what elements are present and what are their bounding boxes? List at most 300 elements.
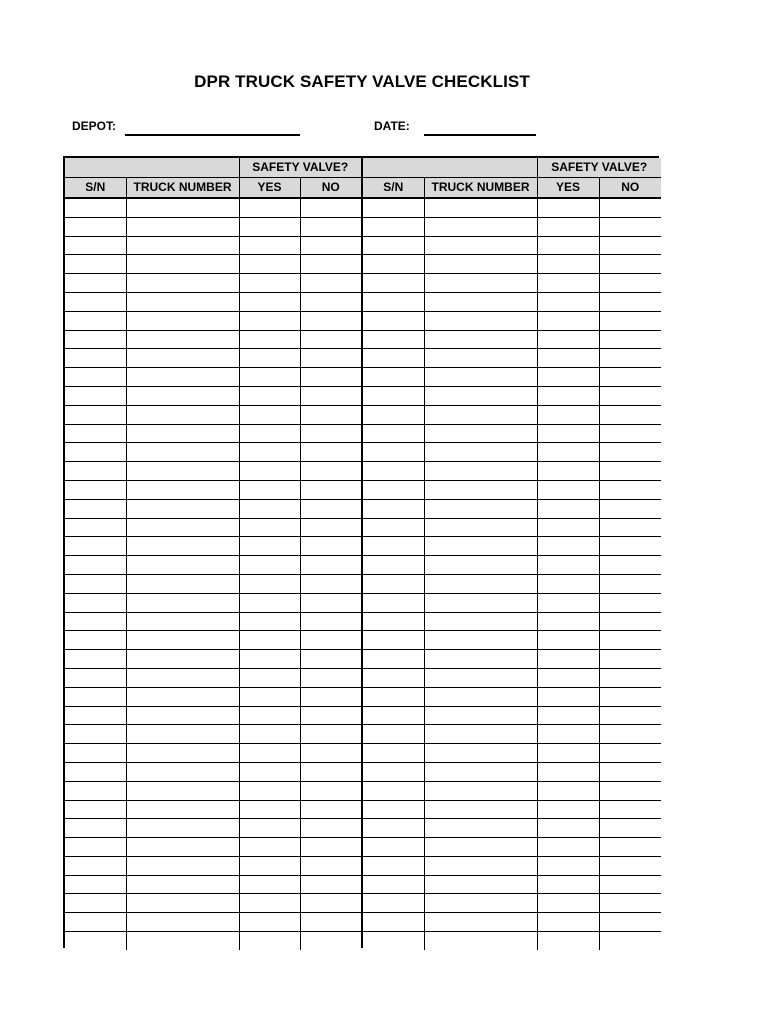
truck-number-cell[interactable] <box>424 424 537 443</box>
truck-number-cell[interactable] <box>424 913 537 932</box>
sn-cell[interactable] <box>363 311 424 330</box>
truck-number-cell[interactable] <box>126 443 239 462</box>
truck-number-cell[interactable] <box>126 349 239 368</box>
no-cell[interactable] <box>599 443 661 462</box>
no-cell[interactable] <box>599 762 661 781</box>
sn-cell[interactable] <box>65 574 126 593</box>
truck-number-cell[interactable] <box>424 236 537 255</box>
yes-cell[interactable] <box>537 311 599 330</box>
truck-number-cell[interactable] <box>424 292 537 311</box>
truck-number-cell[interactable] <box>424 650 537 669</box>
yes-cell[interactable] <box>239 894 300 913</box>
no-cell[interactable] <box>599 537 661 556</box>
yes-cell[interactable] <box>239 386 300 405</box>
no-cell[interactable] <box>300 687 361 706</box>
yes-cell[interactable] <box>239 706 300 725</box>
yes-cell[interactable] <box>239 311 300 330</box>
sn-cell[interactable] <box>65 518 126 537</box>
yes-cell[interactable] <box>239 819 300 838</box>
no-cell[interactable] <box>599 706 661 725</box>
truck-number-cell[interactable] <box>424 499 537 518</box>
yes-cell[interactable] <box>537 386 599 405</box>
sn-cell[interactable] <box>65 424 126 443</box>
truck-number-cell[interactable] <box>424 274 537 293</box>
no-cell[interactable] <box>300 198 361 217</box>
sn-cell[interactable] <box>65 499 126 518</box>
sn-cell[interactable] <box>363 612 424 631</box>
sn-cell[interactable] <box>363 687 424 706</box>
truck-number-cell[interactable] <box>126 217 239 236</box>
sn-cell[interactable] <box>363 386 424 405</box>
sn-cell[interactable] <box>65 462 126 481</box>
no-cell[interactable] <box>300 217 361 236</box>
yes-cell[interactable] <box>239 687 300 706</box>
no-cell[interactable] <box>599 311 661 330</box>
truck-number-cell[interactable] <box>126 499 239 518</box>
yes-cell[interactable] <box>537 499 599 518</box>
sn-cell[interactable] <box>363 424 424 443</box>
truck-number-cell[interactable] <box>126 386 239 405</box>
no-cell[interactable] <box>300 593 361 612</box>
sn-cell[interactable] <box>65 762 126 781</box>
sn-cell[interactable] <box>363 894 424 913</box>
sn-cell[interactable] <box>363 518 424 537</box>
no-cell[interactable] <box>300 537 361 556</box>
sn-cell[interactable] <box>65 913 126 932</box>
sn-cell[interactable] <box>363 913 424 932</box>
sn-cell[interactable] <box>65 612 126 631</box>
no-cell[interactable] <box>300 518 361 537</box>
no-cell[interactable] <box>599 424 661 443</box>
truck-number-cell[interactable] <box>424 518 537 537</box>
yes-cell[interactable] <box>239 574 300 593</box>
yes-cell[interactable] <box>537 762 599 781</box>
sn-cell[interactable] <box>363 574 424 593</box>
yes-cell[interactable] <box>239 292 300 311</box>
sn-cell[interactable] <box>65 650 126 669</box>
yes-cell[interactable] <box>537 612 599 631</box>
yes-cell[interactable] <box>537 668 599 687</box>
no-cell[interactable] <box>300 255 361 274</box>
sn-cell[interactable] <box>363 856 424 875</box>
sn-cell[interactable] <box>65 932 126 950</box>
truck-number-cell[interactable] <box>126 368 239 387</box>
truck-number-cell[interactable] <box>424 932 537 950</box>
truck-number-cell[interactable] <box>424 744 537 763</box>
truck-number-cell[interactable] <box>126 518 239 537</box>
sn-cell[interactable] <box>65 274 126 293</box>
yes-cell[interactable] <box>537 424 599 443</box>
truck-number-cell[interactable] <box>424 894 537 913</box>
truck-number-cell[interactable] <box>424 443 537 462</box>
sn-cell[interactable] <box>65 217 126 236</box>
sn-cell[interactable] <box>363 349 424 368</box>
no-cell[interactable] <box>599 593 661 612</box>
sn-cell[interactable] <box>363 800 424 819</box>
sn-cell[interactable] <box>363 198 424 217</box>
no-cell[interactable] <box>300 631 361 650</box>
truck-number-cell[interactable] <box>126 894 239 913</box>
truck-number-cell[interactable] <box>126 537 239 556</box>
sn-cell[interactable] <box>363 725 424 744</box>
sn-cell[interactable] <box>363 838 424 857</box>
no-cell[interactable] <box>300 462 361 481</box>
no-cell[interactable] <box>599 838 661 857</box>
truck-number-cell[interactable] <box>424 800 537 819</box>
truck-number-cell[interactable] <box>126 255 239 274</box>
yes-cell[interactable] <box>537 292 599 311</box>
truck-number-cell[interactable] <box>126 725 239 744</box>
yes-cell[interactable] <box>239 443 300 462</box>
sn-cell[interactable] <box>65 311 126 330</box>
sn-cell[interactable] <box>363 443 424 462</box>
yes-cell[interactable] <box>537 198 599 217</box>
truck-number-cell[interactable] <box>424 217 537 236</box>
no-cell[interactable] <box>300 236 361 255</box>
no-cell[interactable] <box>300 800 361 819</box>
no-cell[interactable] <box>599 236 661 255</box>
yes-cell[interactable] <box>537 932 599 950</box>
truck-number-cell[interactable] <box>126 631 239 650</box>
no-cell[interactable] <box>300 706 361 725</box>
truck-number-cell[interactable] <box>126 913 239 932</box>
sn-cell[interactable] <box>65 875 126 894</box>
yes-cell[interactable] <box>537 574 599 593</box>
truck-number-cell[interactable] <box>126 574 239 593</box>
truck-number-cell[interactable] <box>126 932 239 950</box>
yes-cell[interactable] <box>239 612 300 631</box>
truck-number-cell[interactable] <box>424 537 537 556</box>
yes-cell[interactable] <box>537 725 599 744</box>
yes-cell[interactable] <box>239 725 300 744</box>
no-cell[interactable] <box>300 443 361 462</box>
yes-cell[interactable] <box>239 913 300 932</box>
sn-cell[interactable] <box>65 725 126 744</box>
truck-number-cell[interactable] <box>126 330 239 349</box>
sn-cell[interactable] <box>363 668 424 687</box>
no-cell[interactable] <box>599 800 661 819</box>
sn-cell[interactable] <box>363 255 424 274</box>
yes-cell[interactable] <box>537 274 599 293</box>
yes-cell[interactable] <box>537 894 599 913</box>
sn-cell[interactable] <box>65 687 126 706</box>
sn-cell[interactable] <box>65 631 126 650</box>
no-cell[interactable] <box>599 781 661 800</box>
truck-number-cell[interactable] <box>424 612 537 631</box>
yes-cell[interactable] <box>537 781 599 800</box>
truck-number-cell[interactable] <box>424 330 537 349</box>
truck-number-cell[interactable] <box>424 706 537 725</box>
no-cell[interactable] <box>300 480 361 499</box>
truck-number-cell[interactable] <box>424 574 537 593</box>
yes-cell[interactable] <box>239 875 300 894</box>
no-cell[interactable] <box>300 819 361 838</box>
no-cell[interactable] <box>599 574 661 593</box>
yes-cell[interactable] <box>537 913 599 932</box>
no-cell[interactable] <box>599 198 661 217</box>
yes-cell[interactable] <box>537 650 599 669</box>
sn-cell[interactable] <box>65 405 126 424</box>
yes-cell[interactable] <box>239 255 300 274</box>
truck-number-cell[interactable] <box>424 556 537 575</box>
truck-number-cell[interactable] <box>126 424 239 443</box>
truck-number-cell[interactable] <box>126 612 239 631</box>
yes-cell[interactable] <box>537 687 599 706</box>
sn-cell[interactable] <box>65 668 126 687</box>
yes-cell[interactable] <box>239 480 300 499</box>
no-cell[interactable] <box>599 687 661 706</box>
no-cell[interactable] <box>599 725 661 744</box>
no-cell[interactable] <box>300 725 361 744</box>
no-cell[interactable] <box>599 612 661 631</box>
yes-cell[interactable] <box>239 198 300 217</box>
sn-cell[interactable] <box>363 762 424 781</box>
truck-number-cell[interactable] <box>424 349 537 368</box>
no-cell[interactable] <box>300 612 361 631</box>
truck-number-cell[interactable] <box>126 462 239 481</box>
sn-cell[interactable] <box>363 593 424 612</box>
no-cell[interactable] <box>599 405 661 424</box>
no-cell[interactable] <box>300 650 361 669</box>
yes-cell[interactable] <box>239 424 300 443</box>
sn-cell[interactable] <box>65 800 126 819</box>
yes-cell[interactable] <box>239 518 300 537</box>
truck-number-cell[interactable] <box>126 480 239 499</box>
sn-cell[interactable] <box>363 631 424 650</box>
no-cell[interactable] <box>300 744 361 763</box>
yes-cell[interactable] <box>537 462 599 481</box>
no-cell[interactable] <box>300 292 361 311</box>
yes-cell[interactable] <box>239 462 300 481</box>
date-field[interactable] <box>424 134 536 136</box>
yes-cell[interactable] <box>239 274 300 293</box>
yes-cell[interactable] <box>537 819 599 838</box>
no-cell[interactable] <box>599 462 661 481</box>
yes-cell[interactable] <box>239 368 300 387</box>
sn-cell[interactable] <box>65 368 126 387</box>
yes-cell[interactable] <box>537 706 599 725</box>
yes-cell[interactable] <box>537 330 599 349</box>
yes-cell[interactable] <box>537 744 599 763</box>
no-cell[interactable] <box>300 330 361 349</box>
no-cell[interactable] <box>599 631 661 650</box>
no-cell[interactable] <box>300 405 361 424</box>
sn-cell[interactable] <box>65 593 126 612</box>
sn-cell[interactable] <box>363 217 424 236</box>
yes-cell[interactable] <box>239 349 300 368</box>
no-cell[interactable] <box>599 556 661 575</box>
yes-cell[interactable] <box>239 217 300 236</box>
no-cell[interactable] <box>300 781 361 800</box>
yes-cell[interactable] <box>537 255 599 274</box>
truck-number-cell[interactable] <box>126 292 239 311</box>
sn-cell[interactable] <box>65 480 126 499</box>
truck-number-cell[interactable] <box>424 856 537 875</box>
truck-number-cell[interactable] <box>424 480 537 499</box>
no-cell[interactable] <box>599 875 661 894</box>
yes-cell[interactable] <box>239 593 300 612</box>
truck-number-cell[interactable] <box>424 255 537 274</box>
no-cell[interactable] <box>300 913 361 932</box>
truck-number-cell[interactable] <box>424 198 537 217</box>
yes-cell[interactable] <box>537 631 599 650</box>
sn-cell[interactable] <box>363 537 424 556</box>
no-cell[interactable] <box>599 255 661 274</box>
sn-cell[interactable] <box>363 650 424 669</box>
yes-cell[interactable] <box>239 856 300 875</box>
yes-cell[interactable] <box>537 443 599 462</box>
truck-number-cell[interactable] <box>126 687 239 706</box>
yes-cell[interactable] <box>239 762 300 781</box>
sn-cell[interactable] <box>65 556 126 575</box>
no-cell[interactable] <box>599 368 661 387</box>
yes-cell[interactable] <box>537 405 599 424</box>
sn-cell[interactable] <box>363 274 424 293</box>
sn-cell[interactable] <box>65 236 126 255</box>
truck-number-cell[interactable] <box>424 781 537 800</box>
truck-number-cell[interactable] <box>126 556 239 575</box>
truck-number-cell[interactable] <box>424 762 537 781</box>
truck-number-cell[interactable] <box>126 405 239 424</box>
sn-cell[interactable] <box>65 255 126 274</box>
sn-cell[interactable] <box>65 349 126 368</box>
yes-cell[interactable] <box>239 631 300 650</box>
sn-cell[interactable] <box>363 368 424 387</box>
truck-number-cell[interactable] <box>126 593 239 612</box>
yes-cell[interactable] <box>239 236 300 255</box>
truck-number-cell[interactable] <box>126 311 239 330</box>
yes-cell[interactable] <box>537 838 599 857</box>
sn-cell[interactable] <box>65 856 126 875</box>
sn-cell[interactable] <box>363 330 424 349</box>
truck-number-cell[interactable] <box>126 762 239 781</box>
sn-cell[interactable] <box>65 386 126 405</box>
no-cell[interactable] <box>599 932 661 950</box>
no-cell[interactable] <box>599 292 661 311</box>
no-cell[interactable] <box>300 311 361 330</box>
no-cell[interactable] <box>599 499 661 518</box>
yes-cell[interactable] <box>239 650 300 669</box>
no-cell[interactable] <box>599 480 661 499</box>
truck-number-cell[interactable] <box>424 593 537 612</box>
no-cell[interactable] <box>300 274 361 293</box>
sn-cell[interactable] <box>363 292 424 311</box>
yes-cell[interactable] <box>537 236 599 255</box>
no-cell[interactable] <box>599 856 661 875</box>
sn-cell[interactable] <box>65 198 126 217</box>
truck-number-cell[interactable] <box>126 819 239 838</box>
yes-cell[interactable] <box>537 368 599 387</box>
sn-cell[interactable] <box>65 292 126 311</box>
no-cell[interactable] <box>300 386 361 405</box>
truck-number-cell[interactable] <box>424 687 537 706</box>
no-cell[interactable] <box>300 838 361 857</box>
truck-number-cell[interactable] <box>126 744 239 763</box>
truck-number-cell[interactable] <box>424 631 537 650</box>
sn-cell[interactable] <box>65 838 126 857</box>
no-cell[interactable] <box>300 574 361 593</box>
yes-cell[interactable] <box>537 556 599 575</box>
sn-cell[interactable] <box>363 744 424 763</box>
sn-cell[interactable] <box>363 236 424 255</box>
truck-number-cell[interactable] <box>424 368 537 387</box>
yes-cell[interactable] <box>537 480 599 499</box>
truck-number-cell[interactable] <box>424 462 537 481</box>
truck-number-cell[interactable] <box>126 875 239 894</box>
truck-number-cell[interactable] <box>424 311 537 330</box>
no-cell[interactable] <box>599 650 661 669</box>
truck-number-cell[interactable] <box>126 198 239 217</box>
yes-cell[interactable] <box>537 537 599 556</box>
yes-cell[interactable] <box>537 349 599 368</box>
sn-cell[interactable] <box>363 781 424 800</box>
truck-number-cell[interactable] <box>424 838 537 857</box>
truck-number-cell[interactable] <box>126 668 239 687</box>
truck-number-cell[interactable] <box>424 386 537 405</box>
truck-number-cell[interactable] <box>424 405 537 424</box>
yes-cell[interactable] <box>239 744 300 763</box>
truck-number-cell[interactable] <box>424 875 537 894</box>
no-cell[interactable] <box>599 349 661 368</box>
no-cell[interactable] <box>300 556 361 575</box>
no-cell[interactable] <box>300 856 361 875</box>
no-cell[interactable] <box>300 368 361 387</box>
yes-cell[interactable] <box>239 330 300 349</box>
sn-cell[interactable] <box>65 781 126 800</box>
no-cell[interactable] <box>300 875 361 894</box>
yes-cell[interactable] <box>537 856 599 875</box>
no-cell[interactable] <box>599 913 661 932</box>
sn-cell[interactable] <box>65 894 126 913</box>
sn-cell[interactable] <box>363 819 424 838</box>
yes-cell[interactable] <box>239 405 300 424</box>
yes-cell[interactable] <box>239 556 300 575</box>
yes-cell[interactable] <box>537 800 599 819</box>
truck-number-cell[interactable] <box>126 650 239 669</box>
truck-number-cell[interactable] <box>126 800 239 819</box>
depot-field[interactable] <box>125 134 300 136</box>
yes-cell[interactable] <box>239 499 300 518</box>
sn-cell[interactable] <box>363 875 424 894</box>
sn-cell[interactable] <box>65 706 126 725</box>
yes-cell[interactable] <box>239 537 300 556</box>
sn-cell[interactable] <box>363 556 424 575</box>
truck-number-cell[interactable] <box>126 236 239 255</box>
yes-cell[interactable] <box>239 781 300 800</box>
yes-cell[interactable] <box>239 668 300 687</box>
truck-number-cell[interactable] <box>424 819 537 838</box>
no-cell[interactable] <box>599 274 661 293</box>
yes-cell[interactable] <box>537 518 599 537</box>
no-cell[interactable] <box>599 330 661 349</box>
sn-cell[interactable] <box>65 819 126 838</box>
no-cell[interactable] <box>300 424 361 443</box>
no-cell[interactable] <box>300 894 361 913</box>
truck-number-cell[interactable] <box>126 706 239 725</box>
yes-cell[interactable] <box>239 838 300 857</box>
no-cell[interactable] <box>599 819 661 838</box>
no-cell[interactable] <box>599 668 661 687</box>
sn-cell[interactable] <box>65 330 126 349</box>
truck-number-cell[interactable] <box>126 274 239 293</box>
yes-cell[interactable] <box>537 875 599 894</box>
truck-number-cell[interactable] <box>126 838 239 857</box>
no-cell[interactable] <box>300 762 361 781</box>
sn-cell[interactable] <box>363 462 424 481</box>
sn-cell[interactable] <box>65 537 126 556</box>
yes-cell[interactable] <box>239 932 300 950</box>
no-cell[interactable] <box>300 932 361 950</box>
